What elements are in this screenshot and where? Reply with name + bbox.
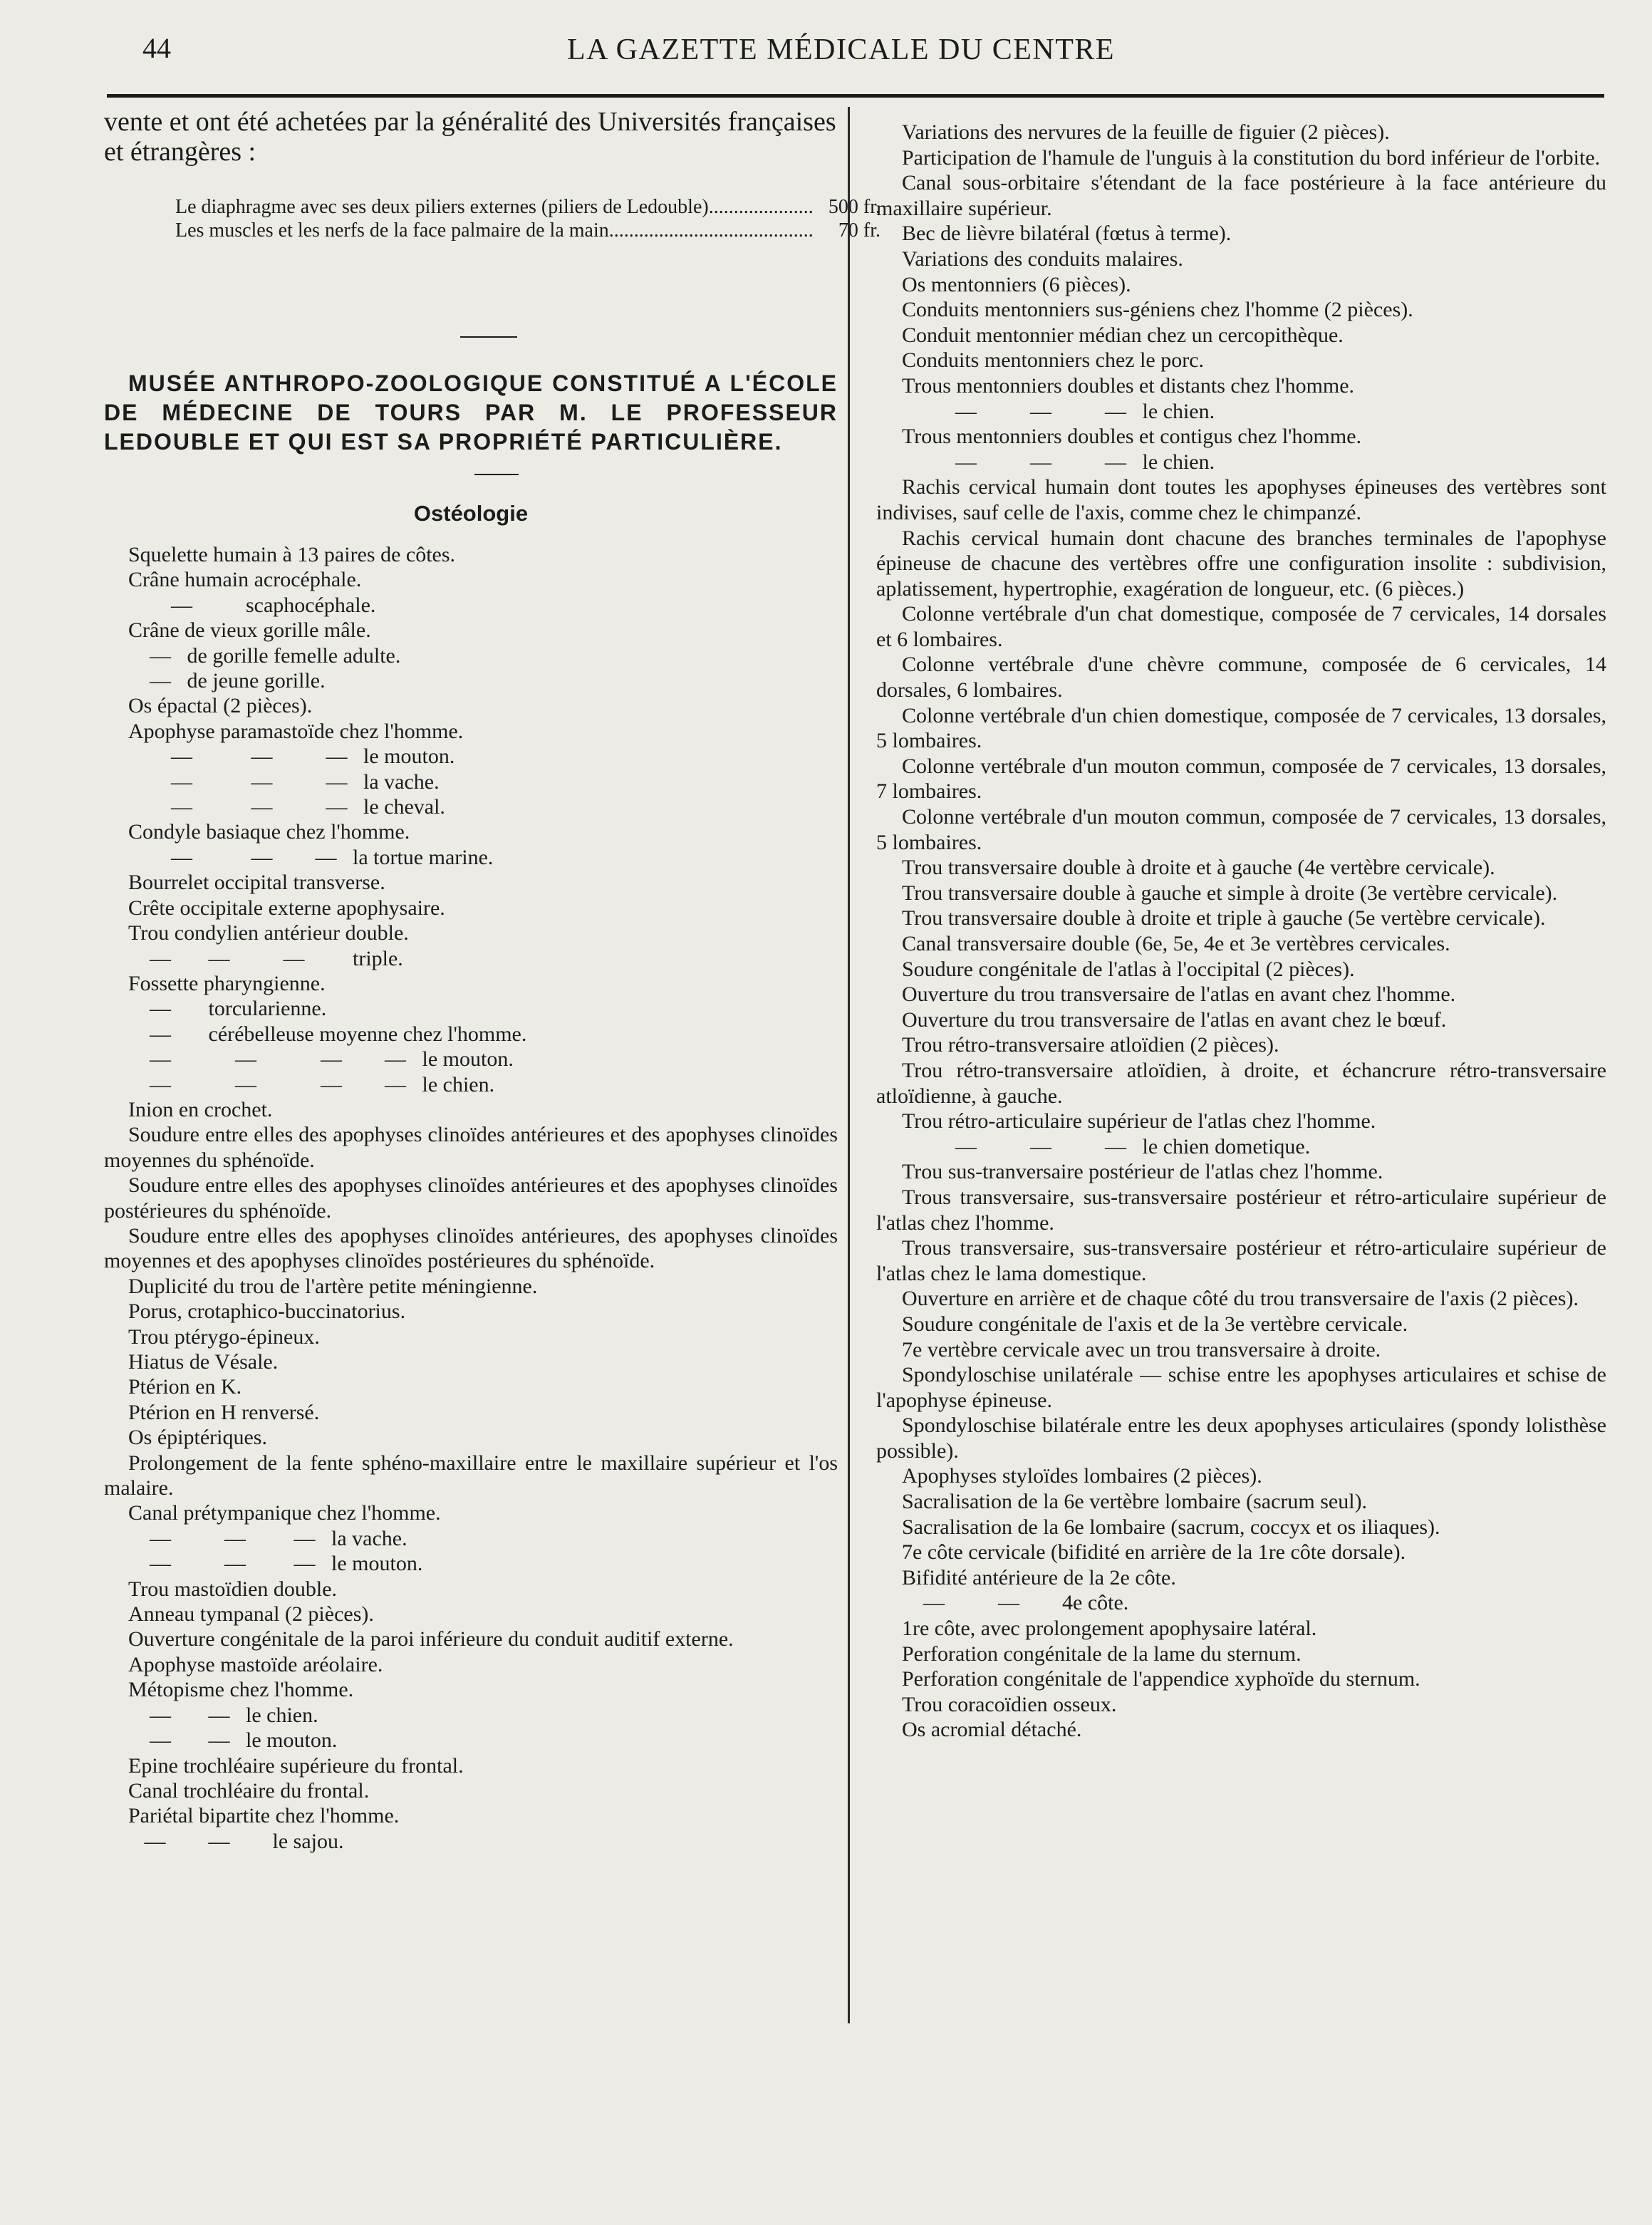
list-item: Perforation congénitale de l'appendice xyphoïde du sternum. [902,1667,1420,1691]
list-item: — scaphocéphale. [128,593,376,617]
list-item: Colonne vertébrale d'une chèvre commune, composée de 6 cervicales, 14 dorsales, 6 lombaires. [876,653,1606,702]
price-row [175,195,880,219]
list-item: Crâne humain acrocéphale. [128,568,362,592]
list-item: Soudure congénitale de l'atlas à l'occipital (2 pièces). [902,957,1355,981]
list-item: — — — — le mouton. [128,1047,514,1072]
list-item: Trou transversaire double à gauche et simple à droite (3e vertèbre cervicale). [902,881,1558,905]
list-item: Ouverture congénitale de la paroi inférieure du conduit auditif externe. [128,1627,734,1651]
list-item: Epine trochléaire supérieure du frontal. [128,1753,464,1778]
list-item: Trou mastoïdien double. [128,1577,338,1601]
list-item: Bec de lièvre bilatéral (fœtus à terme). [902,222,1232,246]
list-item: Apophyse mastoïde aréolaire. [128,1652,383,1676]
list-item: — — le chien. [128,1703,318,1727]
price-item: Les muscles et les nerfs de la face palmaire de la main......................................... [175,219,814,242]
list-item: Ouverture du trou transversaire de l'atlas en avant chez le bœuf. [902,1007,1447,1032]
list-item: Ptérion en K. [128,1375,242,1399]
list-item: — — — le chien dometique. [902,1134,1311,1158]
list-item: — cérébelleuse moyenne chez l'homme. [128,1022,527,1046]
list-item: Anneau tympanal (2 pièces). [128,1602,374,1627]
list-item: — — 4e côte. [902,1591,1129,1615]
page-number: 44 [142,32,171,64]
list-item: Métopisme chez l'homme. [128,1678,354,1702]
list-item: Soudure entre elles des apophyses clinoïdes antérieures et des apophyses clinoïdes moyennes du sphénoïde. [104,1123,838,1172]
list-item: Os mentonniers (6 pièces). [902,272,1131,296]
journal-title: LA GAZETTE MÉDICALE DU CENTRE [567,33,1116,66]
list-item: Ouverture du trou transversaire de l'atlas en avant chez l'homme. [902,982,1456,1007]
list-item: 7e vertèbre cervicale avec un trou transversaire à droite. [902,1337,1381,1362]
list-item: Os acromial détaché. [902,1718,1082,1742]
list-item: Prolongement de la fente sphéno-maxillaire entre le maxillaire supérieur et l'os malaire. [104,1451,838,1500]
list-item: — — — — le chien. [128,1072,495,1096]
osteology-list [104,542,838,1854]
list-item: Trous transversaire, sus-transversaire postérieur et rétro-articulaire supérieur de l'atlas chez l'homme. [876,1185,1606,1235]
list-item: Apophyse paramastoïde chez l'homme. [128,719,464,743]
list-item: Variations des conduits malaires. [902,247,1183,271]
list-item: Trou coracoïdien osseux. [902,1692,1117,1716]
osteology-list-continued [876,120,1606,1743]
title-separator [474,474,519,475]
list-item: — — le mouton. [128,1728,338,1753]
list-item: Condyle basiaque chez l'homme. [128,820,410,844]
section-heading: Ostéologie [413,501,529,526]
list-item: Conduits mentonniers sus-géniens chez l'homme (2 pièces). [902,298,1413,322]
list-item: — — le sajou. [128,1829,344,1853]
list-item: — de gorille femelle adulte. [128,643,401,668]
list-item: — — — le cheval. [128,795,445,819]
list-item: Trous mentonniers doubles et distants chez l'homme. [902,373,1355,398]
list-item: Soudure entre elles des apophyses clinoïdes antérieures, des apophyses clinoïdes moyennes et des apophyses clinoïdes postérieures du sphénoïde. [104,1223,838,1273]
list-item: Canal prétympanique chez l'homme. [128,1501,441,1525]
list-item: Trou ptérygo-épineux. [128,1324,320,1349]
list-item: — — — le chien. [902,399,1215,423]
list-item: Trou rétro-transversaire atloïdien (2 pièces). [902,1033,1279,1057]
price-item: Le diaphragme avec ses deux piliers externes (piliers de Ledouble)..................... [175,196,814,218]
list-item: Variations des nervures de la feuille de figuier (2 pièces). [902,120,1390,144]
list-item: Colonne vertébrale d'un chat domestique, composée de 7 cervicales, 14 dorsales et 6 lombaires. [876,602,1606,651]
list-item: Squelette humain à 13 paires de côtes. [128,543,456,566]
list-item: Bourrelet occipital transverse. [128,871,385,895]
list-item: Trou transversaire double à droite et triple à gauche (5e vertèbre cervicale). [902,906,1546,930]
list-item: — — — le mouton. [128,745,455,769]
price-list [175,195,880,242]
list-item: — de jeune gorille. [128,669,326,693]
list-item: Crête occipitale externe apophysaire. [128,896,445,920]
museum-title: MUSÉE ANTHROPO-ZOOLOGIQUE CONSTITUÉ A L'ÉCOLE DE MÉDECINE DE TOURS PAR M. LE PROFESSEUR LEDOUBLE ET QUI EST SA PROPRIÉTÉ PARTICULIÈRE. [104,370,838,455]
list-item: Inion en crochet. [128,1097,273,1121]
list-item: Conduit mentonnier médian chez un cercopithèque. [902,323,1344,347]
list-item: Crâne de vieux gorille mâle. [128,618,371,643]
list-item: Canal transversaire double (6e, 5e, 4e et 3e vertèbres cervicales. [902,932,1450,955]
price-amount: 500 fr. [828,196,880,218]
list-item: Canal sous-orbitaire s'étendant de la face postérieure à la face antérieure du maxillaire supérieur. [876,171,1606,220]
list-item: Colonne vertébrale d'un mouton commun, composée de 7 cervicales, 13 dorsales, 5 lombaires. [876,805,1606,854]
list-item: Ptérion en H renversé. [128,1400,320,1424]
list-item: — — — le chien. [902,450,1215,474]
list-item: Perforation congénitale de la lame du sternum. [902,1641,1302,1666]
list-item: — — — le mouton. [128,1552,423,1576]
list-item: Canal trochléaire du frontal. [128,1778,370,1803]
list-item: 1re côte, avec prolongement apophysaire latéral. [902,1617,1317,1641]
list-item: Hiatus de Vésale. [128,1350,279,1374]
column-divider [848,107,850,2023]
list-item: Fossette pharyngienne. [128,971,326,995]
list-item: — — — la vache. [128,1526,407,1550]
list-item: Colonne vertébrale d'un chien domestique, composée de 7 cervicales, 13 dorsales, 5 lombaires. [876,703,1606,753]
left-column [104,107,880,1854]
right-column [876,120,1606,1743]
list-item: Soudure entre elles des apophyses clinoïdes antérieures et des apophyses clinoïdes postérieures du sphénoïde. [104,1173,838,1223]
list-item: — — — la vache. [128,769,440,794]
list-item: Trous mentonniers doubles et contigus chez l'homme. [902,425,1362,449]
list-item: Porus, crotaphico-buccinatorius. [128,1300,406,1324]
section-separator [460,336,517,338]
list-item: Os épactal (2 pièces). [128,694,313,718]
price-amount: 70 fr. [838,219,880,242]
list-item: Conduits mentonniers chez le porc. [902,348,1205,373]
list-item: Trou transversaire double à droite et à gauche (4e vertèbre cervicale). [902,856,1495,880]
list-item: Pariétal bipartite chez l'homme. [128,1804,400,1828]
list-item: Soudure congénitale de l'axis et de la 3e vertèbre cervicale. [902,1312,1408,1336]
list-item: Rachis cervical humain dont toutes les apophyses épineuses des vertèbres sont indivises, sauf celle de l'axis, comme chez le chimpanzé. [876,475,1606,524]
list-item: Colonne vertébrale d'un mouton commun, composée de 7 cervicales, 13 dorsales, 7 lombaires. [876,754,1606,804]
list-item: Ouverture en arrière et de chaque côté du trou transversaire de l'axis (2 pièces). [902,1287,1579,1311]
list-item: 7e côte cervicale (bifidité en arrière de la 1re côte dorsale). [902,1540,1406,1565]
list-item: Rachis cervical humain dont chacune des branches terminales de l'apophyse épineuse de chacune des vertèbres offre une configuration insolite : subdivision, aplatissement, hypertrophie, exagération de longueur, etc. (6 pièces.) [876,526,1606,601]
header-rule [107,94,1604,98]
list-item: Duplicité du trou de l'artère petite méningienne. [128,1274,538,1298]
list-item: Trou rétro-articulaire supérieur de l'atlas chez l'homme. [902,1109,1376,1134]
list-item: Bifidité antérieure de la 2e côte. [902,1565,1176,1589]
list-item: Sacralisation de la 6e lombaire (sacrum, coccyx et os iliaques). [902,1515,1440,1539]
list-item: Trou sus-tranversaire postérieur de l'atlas chez l'homme. [902,1160,1383,1184]
list-item: Os épiptériques. [128,1426,267,1450]
list-item: — — — la tortue marine. [128,845,494,869]
list-item: Trous transversaire, sus-transversaire postérieur et rétro-articulaire supérieur de l'atlas chez le lama domestique. [876,1236,1606,1285]
list-item: — — — triple. [128,946,403,970]
list-item: — torcularienne. [128,997,327,1021]
list-item: Trou condylien antérieur double. [128,921,409,945]
intro-paragraph: vente et ont été achetées par la généralité des Universités françaises et étrangères : [104,107,836,167]
list-item: Participation de l'hamule de l'unguis à la constitution du bord inférieur de l'orbite. [902,145,1601,170]
list-item: Spondyloschise unilatérale — schise entre les apophyses articulaires et schise de l'apophyse épineuse. [876,1363,1606,1412]
price-row [175,219,880,242]
list-item: Apophyses styloïdes lombaires (2 pièces). [902,1464,1262,1488]
list-item: Spondyloschise bilatérale entre les deux apophyses articulaires (spondy lolisthèse possible). [876,1414,1606,1463]
list-item: Trou rétro-transversaire atloïdien, à droite, et échancrure rétro-transversaire atloïdienne, à gauche. [876,1058,1606,1108]
list-item: Sacralisation de la 6e vertèbre lombaire (sacrum seul). [902,1490,1368,1514]
